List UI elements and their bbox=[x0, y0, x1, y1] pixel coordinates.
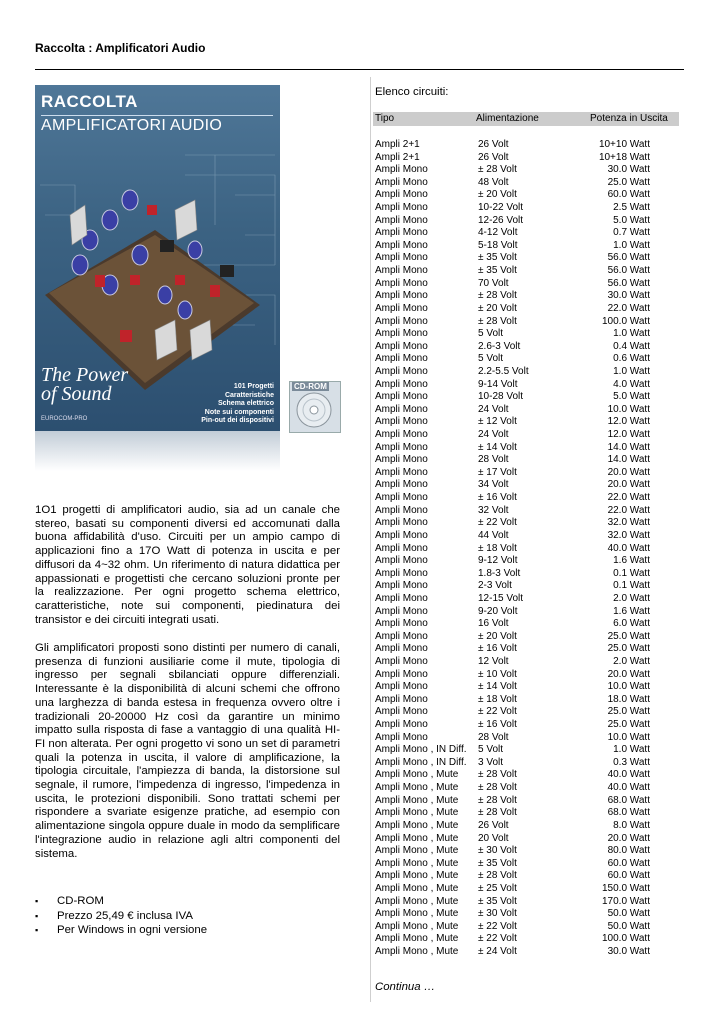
cell-power: 68.0 Watt bbox=[607, 807, 650, 819]
cell-type: Ampli Mono bbox=[375, 265, 428, 277]
cover-title: RACCOLTA bbox=[41, 92, 138, 111]
cell-type: Ampli Mono bbox=[375, 567, 428, 579]
table-row bbox=[375, 807, 685, 820]
cell-power: 60.0 Watt bbox=[607, 870, 650, 882]
cell-power: 5.0 Watt bbox=[613, 214, 650, 226]
cell-type: Ampli Mono bbox=[375, 328, 428, 340]
cell-supply: 10-28 Volt bbox=[478, 391, 524, 403]
cell-power: 20.0 Watt bbox=[607, 466, 650, 478]
cell-type: Ampli Mono , Mute bbox=[375, 769, 459, 781]
publisher-label: EUROCOM-PRO bbox=[41, 416, 88, 422]
cover-divider bbox=[41, 115, 273, 116]
cell-power: 0.7 Watt bbox=[613, 227, 650, 239]
cell-type: Ampli Mono , Mute bbox=[375, 920, 459, 932]
table-row bbox=[375, 631, 685, 644]
cell-power: 10.0 Watt bbox=[607, 731, 650, 743]
cell-supply: 70 Volt bbox=[478, 277, 509, 289]
table-row bbox=[375, 265, 685, 278]
cell-power: 6.0 Watt bbox=[613, 618, 650, 630]
cell-supply: ± 22 Volt bbox=[478, 706, 517, 718]
table-row bbox=[375, 782, 685, 795]
cell-supply: 9-14 Volt bbox=[478, 378, 518, 390]
table-row bbox=[375, 669, 685, 682]
table-row bbox=[375, 883, 685, 896]
feature-item: ▪ CD-ROM bbox=[35, 894, 207, 909]
cell-type: Ampli Mono bbox=[375, 252, 428, 264]
cell-type: Ampli Mono bbox=[375, 681, 428, 693]
cell-supply: 1.8-3 Volt bbox=[478, 567, 521, 579]
cell-supply: 26 Volt bbox=[478, 139, 509, 150]
cell-supply: 20 Volt bbox=[478, 832, 509, 844]
cell-supply: 16 Volt bbox=[478, 618, 509, 630]
cell-power: 5.0 Watt bbox=[613, 391, 650, 403]
cell-supply: 12-15 Volt bbox=[478, 592, 524, 604]
cell-power: 25.0 Watt bbox=[607, 630, 650, 642]
cell-type: Ampli Mono bbox=[375, 529, 428, 541]
cell-power: 80.0 Watt bbox=[607, 845, 650, 857]
table-row bbox=[375, 606, 685, 619]
cell-supply: ± 35 Volt bbox=[478, 265, 517, 277]
cell-type: Ampli Mono bbox=[375, 592, 428, 604]
cell-type: Ampli Mono , Mute bbox=[375, 807, 459, 819]
cell-supply: ± 35 Volt bbox=[478, 857, 517, 869]
table-row bbox=[375, 454, 685, 467]
cell-supply: ± 16 Volt bbox=[478, 492, 517, 504]
cell-power: 20.0 Watt bbox=[607, 668, 650, 680]
cell-power: 170.0 Watt bbox=[602, 895, 650, 907]
column-header-power: Potenza in Uscita bbox=[590, 113, 668, 124]
cell-type: Ampli Mono bbox=[375, 668, 428, 680]
cell-power: 100.0 Watt bbox=[602, 315, 650, 327]
table-row bbox=[375, 706, 685, 719]
cover-tagline: The Power of Sound bbox=[41, 364, 129, 405]
cell-supply: 2-3 Volt bbox=[478, 580, 512, 592]
cell-power: 50.0 Watt bbox=[607, 908, 650, 920]
cell-power: 0.3 Watt bbox=[613, 756, 650, 768]
cell-power: 8.0 Watt bbox=[613, 819, 650, 831]
cell-type: Ampli Mono bbox=[375, 555, 428, 567]
table-row bbox=[375, 858, 685, 871]
cover-feature-list bbox=[201, 383, 274, 426]
cell-power: 22.0 Watt bbox=[607, 302, 650, 314]
cell-power: 10.0 Watt bbox=[607, 403, 650, 415]
table-row bbox=[375, 896, 685, 909]
cell-type: Ampli Mono bbox=[375, 618, 428, 630]
table-row bbox=[375, 769, 685, 782]
cell-power: 14.0 Watt bbox=[607, 454, 650, 466]
cell-supply: 48 Volt bbox=[478, 176, 509, 188]
cell-power: 60.0 Watt bbox=[607, 857, 650, 869]
table-row bbox=[375, 643, 685, 656]
cell-supply: ± 35 Volt bbox=[478, 895, 517, 907]
table-row bbox=[375, 177, 685, 190]
cell-supply: ± 28 Volt bbox=[478, 164, 517, 176]
table-row bbox=[375, 379, 685, 392]
feature-item: ▪ Prezzo 25,49 € inclusa IVA bbox=[35, 909, 207, 924]
cell-power: 22.0 Watt bbox=[607, 504, 650, 516]
description-paragraph: 1O1 progetti di amplificatori audio, sia ad un canale che stereo, basati su componenti diversi ed accomunati dalla buona affidabilità d'uso. Circuiti per un ampio campo di applicazioni fino a 17O Watt di potenza in uscita e per diffusori da 4~32 ohm. Un riferimento di natura didattica per appassionati e progettisti che cercano soluzioni pronte per la realizzazione. Per ogni progetto schema elettrico, caratteristiche, note sui componenti, piedinatura dei transistor e dei circuiti integrati usati. bbox=[35, 504, 340, 626]
cell-power: 56.0 Watt bbox=[607, 277, 650, 289]
cell-supply: 9-20 Volt bbox=[478, 605, 518, 617]
table-row bbox=[375, 492, 685, 505]
cell-type: Ampli Mono bbox=[375, 214, 428, 226]
cell-type: Ampli Mono bbox=[375, 643, 428, 655]
table-row bbox=[375, 744, 685, 757]
cell-type: Ampli Mono bbox=[375, 403, 428, 415]
table-row bbox=[375, 656, 685, 669]
table-row bbox=[375, 795, 685, 808]
cell-type: Ampli Mono bbox=[375, 365, 428, 377]
cell-type: Ampli Mono , Mute bbox=[375, 946, 459, 957]
cell-power: 20.0 Watt bbox=[607, 832, 650, 844]
table-row bbox=[375, 290, 685, 303]
cell-supply: ± 30 Volt bbox=[478, 845, 517, 857]
cell-supply: ± 16 Volt bbox=[478, 643, 517, 655]
cell-power: 0.4 Watt bbox=[613, 340, 650, 352]
table-row bbox=[375, 580, 685, 593]
table-header bbox=[373, 112, 679, 126]
cell-power: 12.0 Watt bbox=[607, 416, 650, 428]
cell-type: Ampli Mono bbox=[375, 731, 428, 743]
cell-supply: 9-12 Volt bbox=[478, 555, 518, 567]
cell-power: 30.0 Watt bbox=[607, 946, 650, 957]
table-row bbox=[375, 467, 685, 480]
cell-supply: ± 20 Volt bbox=[478, 630, 517, 642]
cell-power: 1.0 Watt bbox=[613, 328, 650, 340]
feature-list bbox=[35, 894, 207, 938]
cell-type: Ampli Mono , Mute bbox=[375, 857, 459, 869]
table-row bbox=[375, 568, 685, 581]
cd-rom-label: CD-ROM bbox=[294, 382, 327, 391]
cell-supply: 5 Volt bbox=[478, 353, 504, 365]
table-row bbox=[375, 189, 685, 202]
table-row bbox=[375, 517, 685, 530]
cell-type: Ampli Mono , Mute bbox=[375, 782, 459, 794]
cover-subtitle: AMPLIFICATORI AUDIO bbox=[41, 117, 223, 134]
cell-power: 0.6 Watt bbox=[613, 353, 650, 365]
table-row bbox=[375, 303, 685, 316]
table-row bbox=[375, 694, 685, 707]
cell-type: Ampli Mono bbox=[375, 227, 428, 239]
cell-power: 10+18 Watt bbox=[598, 151, 650, 163]
table-row bbox=[375, 227, 685, 240]
continue-label: Continua … bbox=[375, 981, 436, 993]
table-row bbox=[375, 240, 685, 253]
table-row bbox=[375, 921, 685, 934]
cell-supply: ± 20 Volt bbox=[478, 302, 517, 314]
table-row bbox=[375, 757, 685, 770]
table-row bbox=[375, 353, 685, 366]
table-row bbox=[375, 946, 685, 959]
cell-power: 18.0 Watt bbox=[607, 693, 650, 705]
cell-type: Ampli Mono bbox=[375, 176, 428, 188]
cell-power: 56.0 Watt bbox=[607, 252, 650, 264]
cell-supply: ± 22 Volt bbox=[478, 920, 517, 932]
cell-supply: ± 28 Volt bbox=[478, 290, 517, 302]
cell-type: Ampli Mono bbox=[375, 391, 428, 403]
cell-type: Ampli Mono , Mute bbox=[375, 908, 459, 920]
page-title: Raccolta : Amplificatori Audio bbox=[35, 41, 206, 55]
cell-power: 40.0 Watt bbox=[607, 769, 650, 781]
cell-supply: 10-22 Volt bbox=[478, 202, 524, 214]
table-row bbox=[375, 429, 685, 442]
cell-power: 1.0 Watt bbox=[613, 365, 650, 377]
cell-power: 10+10 Watt bbox=[598, 139, 650, 150]
cell-type: Ampli Mono bbox=[375, 378, 428, 390]
cell-supply: ± 12 Volt bbox=[478, 416, 517, 428]
cell-type: Ampli Mono bbox=[375, 605, 428, 617]
circuit-list-heading: Elenco circuiti: bbox=[375, 86, 449, 98]
cell-type: Ampli 2+1 bbox=[375, 151, 420, 163]
cell-power: 25.0 Watt bbox=[607, 706, 650, 718]
table-row bbox=[375, 328, 685, 341]
cell-type: Ampli Mono bbox=[375, 290, 428, 302]
cell-supply: 12 Volt bbox=[478, 655, 509, 667]
cell-type: Ampli Mono bbox=[375, 479, 428, 491]
cell-type: Ampli Mono , Mute bbox=[375, 895, 459, 907]
cell-power: 32.0 Watt bbox=[607, 529, 650, 541]
cell-type: Ampli Mono bbox=[375, 719, 428, 731]
feature-item: ▪ Per Windows in ogni versione bbox=[35, 923, 207, 938]
cell-type: Ampli Mono , Mute bbox=[375, 819, 459, 831]
cell-supply: 2.2-5.5 Volt bbox=[478, 365, 529, 377]
cover-feature: Note sui componenti bbox=[204, 408, 274, 416]
cell-power: 2.0 Watt bbox=[613, 655, 650, 667]
cover-feature: Schema elettrico bbox=[217, 400, 274, 407]
column-divider bbox=[370, 77, 371, 1002]
cell-power: 0.1 Watt bbox=[613, 567, 650, 579]
table-row bbox=[375, 618, 685, 631]
disc-icon bbox=[296, 392, 332, 428]
table-row bbox=[375, 416, 685, 429]
table-row bbox=[375, 593, 685, 606]
cell-power: 14.0 Watt bbox=[607, 441, 650, 453]
cell-type: Ampli Mono bbox=[375, 504, 428, 516]
cell-power: 50.0 Watt bbox=[607, 920, 650, 932]
table-row bbox=[375, 505, 685, 518]
table-row bbox=[375, 278, 685, 291]
cell-supply: ± 28 Volt bbox=[478, 782, 517, 794]
cell-type: Ampli Mono bbox=[375, 655, 428, 667]
description-paragraph: Gli amplificatori proposti sono distinti per numero di canali, presenza di funzioni ausiliarie come il mute, tipologia di ingresso per segnali sbilanciati oppure differenziali. Interessante è la disponibilità di alcuni schemi che offrono una larghezza di banda estesa in frequenza ovvero oltre i tradizionali 20-20000 Hz così da garantire un minimo impatto sulla risposta di fase a vantaggio di una qualità HI-FI non alterata. Per ogni progetto vi sono un set di parametri quali la potenza in uscita, il valore di amplificazione, la tipologia circuitale, l'ampiezza di banda, la distorsione sul segnale, il rumore, l'impedenza di ingresso, l'impedenza in uscita, le protezioni disponibili. Sono trattati schemi per rispondere a svariate esigenze pratiche, ad esempio con alimentazione singola oppure duale in modo da semplificare l'integrazione audio in relazione agli altri componenti del sistema. bbox=[35, 642, 340, 860]
cell-supply: ± 18 Volt bbox=[478, 693, 517, 705]
cell-type: Ampli Mono bbox=[375, 693, 428, 705]
cell-supply: ± 20 Volt bbox=[478, 189, 517, 201]
cell-power: 1.6 Watt bbox=[613, 555, 650, 567]
table-row bbox=[375, 442, 685, 455]
table-row bbox=[375, 820, 685, 833]
cell-type: Ampli Mono bbox=[375, 315, 428, 327]
cell-supply: ± 22 Volt bbox=[478, 517, 517, 529]
cell-supply: ± 17 Volt bbox=[478, 466, 517, 478]
cell-supply: ± 22 Volt bbox=[478, 933, 517, 945]
table-row bbox=[375, 530, 685, 543]
cell-supply: ± 35 Volt bbox=[478, 252, 517, 264]
cell-type: Ampli Mono bbox=[375, 492, 428, 504]
cell-supply: 44 Volt bbox=[478, 529, 509, 541]
table-row bbox=[375, 870, 685, 883]
cell-type: Ampli Mono bbox=[375, 164, 428, 176]
table-row bbox=[375, 366, 685, 379]
cell-supply: 12-26 Volt bbox=[478, 214, 524, 226]
cell-power: 30.0 Watt bbox=[607, 290, 650, 302]
table-row bbox=[375, 341, 685, 354]
cell-type: Ampli Mono bbox=[375, 353, 428, 365]
cell-supply: 28 Volt bbox=[478, 731, 509, 743]
cell-power: 22.0 Watt bbox=[607, 492, 650, 504]
cell-type: Ampli Mono , Mute bbox=[375, 882, 459, 894]
table-row bbox=[375, 908, 685, 921]
cell-type: Ampli Mono , IN Diff. bbox=[375, 744, 467, 756]
cover-feature: Caratteristiche bbox=[224, 391, 274, 399]
cell-supply: 5 Volt bbox=[478, 744, 504, 756]
cell-supply: ± 14 Volt bbox=[478, 681, 517, 693]
cell-power: 60.0 Watt bbox=[607, 189, 650, 201]
table-row bbox=[375, 404, 685, 417]
cell-supply: 32 Volt bbox=[478, 504, 509, 516]
table-row bbox=[375, 391, 685, 404]
cell-supply: 4-12 Volt bbox=[478, 227, 518, 239]
table-row bbox=[375, 139, 685, 152]
product-cover-image bbox=[35, 85, 280, 431]
column-header-type: Tipo bbox=[375, 113, 395, 124]
cell-supply: 3 Volt bbox=[478, 756, 504, 768]
cover-feature: 101 Progetti bbox=[233, 383, 274, 390]
cell-type: Ampli Mono bbox=[375, 340, 428, 352]
cell-power: 12.0 Watt bbox=[607, 429, 650, 441]
cell-supply: ± 28 Volt bbox=[478, 769, 517, 781]
cell-power: 1.0 Watt bbox=[613, 744, 650, 756]
cell-power: 1.0 Watt bbox=[613, 239, 650, 251]
cell-supply: 34 Volt bbox=[478, 479, 509, 491]
cd-rom-thumbnail bbox=[289, 381, 341, 433]
cover-feature: Pin-out dei dispositivi bbox=[201, 417, 274, 424]
circuit-table bbox=[375, 139, 685, 959]
cell-power: 2.0 Watt bbox=[613, 592, 650, 604]
cell-supply: 28 Volt bbox=[478, 454, 509, 466]
cell-type: Ampli Mono bbox=[375, 542, 428, 554]
table-row bbox=[375, 732, 685, 745]
cell-supply: 2.6-3 Volt bbox=[478, 340, 521, 352]
cell-power: 0.1 Watt bbox=[613, 580, 650, 592]
cell-type: Ampli Mono bbox=[375, 517, 428, 529]
cell-power: 100.0 Watt bbox=[602, 933, 650, 945]
table-row bbox=[375, 215, 685, 228]
cell-power: 25.0 Watt bbox=[607, 176, 650, 188]
cell-type: Ampli Mono , IN Diff. bbox=[375, 756, 467, 768]
cell-supply: ± 16 Volt bbox=[478, 719, 517, 731]
table-row bbox=[375, 719, 685, 732]
cell-supply: ± 18 Volt bbox=[478, 542, 517, 554]
table-row bbox=[375, 152, 685, 165]
cell-supply: 26 Volt bbox=[478, 819, 509, 831]
table-row bbox=[375, 316, 685, 329]
cell-supply: 5 Volt bbox=[478, 328, 504, 340]
table-row bbox=[375, 845, 685, 858]
table-row bbox=[375, 164, 685, 177]
cell-supply: ± 24 Volt bbox=[478, 946, 517, 957]
circuit-board-illustration bbox=[35, 145, 280, 395]
cell-type: Ampli Mono bbox=[375, 429, 428, 441]
cell-power: 25.0 Watt bbox=[607, 643, 650, 655]
cell-power: 40.0 Watt bbox=[607, 542, 650, 554]
cell-type: Ampli Mono , Mute bbox=[375, 832, 459, 844]
cell-type: Ampli Mono bbox=[375, 302, 428, 314]
cell-supply: ± 25 Volt bbox=[478, 882, 517, 894]
cell-type: Ampli Mono , Mute bbox=[375, 933, 459, 945]
table-row bbox=[375, 833, 685, 846]
cell-type: Ampli Mono , Mute bbox=[375, 794, 459, 806]
cell-supply: 24 Volt bbox=[478, 403, 509, 415]
cell-type: Ampli Mono bbox=[375, 277, 428, 289]
cell-type: Ampli Mono bbox=[375, 441, 428, 453]
cell-supply: ± 28 Volt bbox=[478, 870, 517, 882]
table-row bbox=[375, 543, 685, 556]
cell-power: 40.0 Watt bbox=[607, 782, 650, 794]
cover-reflection bbox=[35, 431, 280, 471]
cell-type: Ampli Mono bbox=[375, 630, 428, 642]
table-row bbox=[375, 479, 685, 492]
table-row bbox=[375, 555, 685, 568]
cell-power: 56.0 Watt bbox=[607, 265, 650, 277]
cell-type: Ampli Mono bbox=[375, 706, 428, 718]
cell-supply: 26 Volt bbox=[478, 151, 509, 163]
table-row bbox=[375, 202, 685, 215]
cell-power: 20.0 Watt bbox=[607, 479, 650, 491]
cell-power: 150.0 Watt bbox=[602, 882, 650, 894]
cell-supply: ± 28 Volt bbox=[478, 315, 517, 327]
cell-power: 4.0 Watt bbox=[613, 378, 650, 390]
table-row bbox=[375, 252, 685, 265]
cell-type: Ampli Mono bbox=[375, 202, 428, 214]
cell-power: 1.6 Watt bbox=[613, 605, 650, 617]
cell-power: 30.0 Watt bbox=[607, 164, 650, 176]
column-header-supply: Alimentazione bbox=[476, 113, 539, 124]
cell-supply: ± 14 Volt bbox=[478, 441, 517, 453]
cell-type: Ampli Mono bbox=[375, 416, 428, 428]
cell-supply: ± 28 Volt bbox=[478, 794, 517, 806]
cell-supply: ± 30 Volt bbox=[478, 908, 517, 920]
cell-supply: 5-18 Volt bbox=[478, 239, 518, 251]
cell-type: Ampli Mono bbox=[375, 454, 428, 466]
cell-type: Ampli Mono bbox=[375, 239, 428, 251]
table-row bbox=[375, 933, 685, 946]
cell-power: 10.0 Watt bbox=[607, 681, 650, 693]
cell-power: 25.0 Watt bbox=[607, 719, 650, 731]
cell-supply: ± 10 Volt bbox=[478, 668, 517, 680]
cell-type: Ampli Mono bbox=[375, 189, 428, 201]
title-divider bbox=[35, 69, 684, 70]
cell-supply: 24 Volt bbox=[478, 429, 509, 441]
cell-power: 2.5 Watt bbox=[613, 202, 650, 214]
table-row bbox=[375, 681, 685, 694]
cell-type: Ampli Mono bbox=[375, 466, 428, 478]
cell-power: 68.0 Watt bbox=[607, 794, 650, 806]
cell-type: Ampli 2+1 bbox=[375, 139, 420, 150]
cell-power: 32.0 Watt bbox=[607, 517, 650, 529]
cell-type: Ampli Mono bbox=[375, 580, 428, 592]
cell-supply: ± 28 Volt bbox=[478, 807, 517, 819]
cell-type: Ampli Mono , Mute bbox=[375, 845, 459, 857]
cell-type: Ampli Mono , Mute bbox=[375, 870, 459, 882]
